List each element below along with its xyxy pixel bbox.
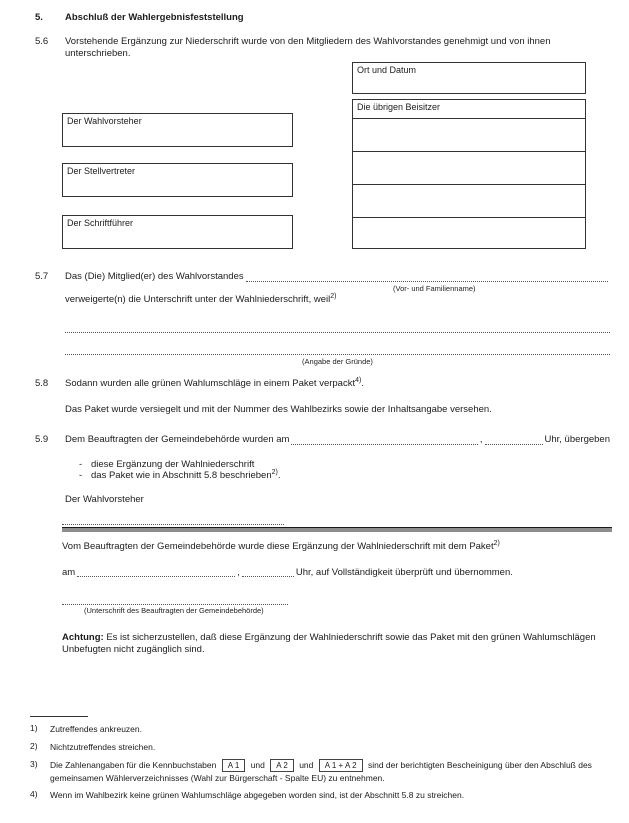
beisitzer-box (352, 99, 586, 249)
handover-confirmation (62, 541, 610, 655)
kennbuchstabe-a2-box: A 2 (270, 759, 294, 772)
section-number: 5. (35, 12, 43, 23)
beisitzer-signature-row[interactable] (353, 119, 585, 152)
schriftfuehrer-box-label: Der Schriftführer (67, 218, 134, 228)
beisitzer-signature-row[interactable] (353, 218, 585, 250)
section-divider (62, 527, 612, 532)
section-5-6-number: 5.6 (35, 36, 49, 47)
section-5-8-line2: Das Paket wurde versiegelt und mit der Nummer des Wahlbezirks sowie der Inhaltsangabe versehen. (65, 403, 492, 415)
kennbuchstabe-a1-box: A 1 (222, 759, 246, 772)
section-5-7-line1: Das (Die) Mitglied(er) des Wahlvorstandes (65, 271, 244, 282)
handover-time-field[interactable] (485, 435, 543, 445)
member-name-row (65, 271, 610, 283)
confirmation-line2-suffix: Uhr, auf Vollständigkeit überprüft und übernommen. (295, 566, 513, 578)
stellvertreter-box-label: Der Stellvertreter (67, 166, 136, 176)
kennbuchstabe-a1a2-box: A 1 + A 2 (319, 759, 363, 772)
footnote-ref-4: 4) (355, 376, 362, 384)
section-5-8-number: 5.8 (35, 378, 49, 389)
section-5-heading (35, 12, 610, 24)
handover-item-1: - diese Ergänzung der Wahlniederschrift (79, 458, 255, 470)
confirmation-line1: Vom Beauftragten der Gemeindebehörde wurde diese Ergänzung der Wahlniederschrift mit dem Paket$^{2)}$ (62, 539, 500, 552)
footnote-4: 4) Wenn im Wahlbezirk keine grünen Wahlumschläge abgegeben worden sind, ist der Abschnitt 5.8 zu streichen. (30, 789, 465, 801)
section-5-9-line1-suffix: Uhr, übergeben (544, 434, 610, 445)
section-5-9-number: 5.9 (35, 434, 49, 445)
member-name-field[interactable] (246, 272, 608, 282)
beisitzer-signature-row[interactable] (353, 152, 585, 185)
handover-datetime-row: Dem Beauftragten der Gemeindebehörde wurden am , Uhr, übergeben (65, 434, 610, 445)
footnote-ref-2: 2) (271, 469, 278, 476)
section-5-6-text: Vorstehende Ergänzung zur Niederschrift wurde von den Mitgliedern des Wahlvorstandes genehmigt und von ihnen unterschrieben. (65, 36, 551, 59)
beauftragter-signature-caption: (Unterschrift des Beauftragten der Gemeindebehörde) (84, 606, 264, 616)
section-5-7 (35, 271, 610, 366)
footnote-ref-2: 2) (330, 292, 337, 300)
footnote-3: 3) Die Zahlenangaben für die Kennbuchstaben A 1 und A 2 und A 1 + A 2 sind der berichtigten Bescheinigung über den Abschluß des gemeinsamen Wählerverzeichnisses (Wahl zur Bürgerschaft - Spalte EU) zu entnehmen. (30, 758, 592, 783)
notice-text: Es ist sicherzustellen, daß diese Ergänzung der Wahlniederschrift sowie das Paket mit den grünen Wahlumschlägen Unbefugten nicht zugänglich sind. (62, 632, 596, 655)
reasons-field-line2[interactable] (65, 344, 610, 355)
confirmation-date-field[interactable] (77, 567, 235, 577)
section-5-7-number: 5.7 (35, 271, 49, 282)
footnote-separator (30, 716, 88, 717)
section-5-6 (35, 36, 610, 59)
handover-item-2: - das Paket wie in Abschnitt 5.8 beschrieben$^{2)}$. (79, 469, 281, 482)
handover-date-field[interactable] (291, 435, 477, 445)
beauftragter-signature-field[interactable] (62, 594, 288, 605)
section-5-7-line2: verweigerte(n) die Unterschrift unter der Wahlniederschrift, weil$^{2)}$ (65, 292, 337, 305)
schriftfuehrer-signature-box[interactable] (62, 215, 293, 249)
name-caption: (Vor- und Familienname) (393, 283, 476, 293)
confirmation-time-field[interactable] (242, 567, 294, 577)
reasons-field-line1[interactable] (65, 322, 610, 333)
footnotes (30, 716, 610, 807)
wahlvorsteher-box-label: Der Wahlvorsteher (67, 116, 142, 126)
wahlvorsteher-signature-box[interactable] (62, 113, 293, 147)
section-5-8 (35, 378, 610, 415)
stellvertreter-signature-box[interactable] (62, 163, 293, 197)
notice-label: Achtung: (62, 632, 104, 644)
confirmation-datetime-row: am , Uhr, auf Vollständigkeit überprüft und übernommen. (62, 566, 513, 578)
section-5-8-line1: Sodann wurden alle grünen Wahlumschläge in einem Paket verpackt$^{4)}$. (65, 376, 364, 389)
section-title: Abschluß der Wahlergebnisfeststellung (65, 12, 244, 23)
ort-und-datum-box[interactable] (352, 62, 586, 94)
wahlvorsteher-signature-label: Der Wahlvorsteher (65, 493, 144, 505)
ort-und-datum-label: Ort und Datum (357, 65, 417, 75)
section-5-9-line1-prefix: Dem Beauftragten der Gemeindebehörde wurden am (65, 434, 290, 445)
beisitzer-signature-row[interactable] (353, 185, 585, 218)
footnote-2: 2) Nichtzutreffendes streichen. (30, 740, 156, 752)
footnote-1: 1) Zutreffendes ankreuzen. (30, 723, 142, 734)
wahlvorsteher-signature-field[interactable] (62, 514, 284, 525)
section-5-9 (35, 434, 610, 505)
footnote-ref-2: 2) (493, 539, 500, 547)
reasons-caption: (Angabe der Gründe) (302, 357, 373, 367)
notice-paragraph (62, 632, 610, 655)
divider-block (62, 514, 612, 532)
beisitzer-header: Die übrigen Beisitzer (353, 100, 585, 119)
